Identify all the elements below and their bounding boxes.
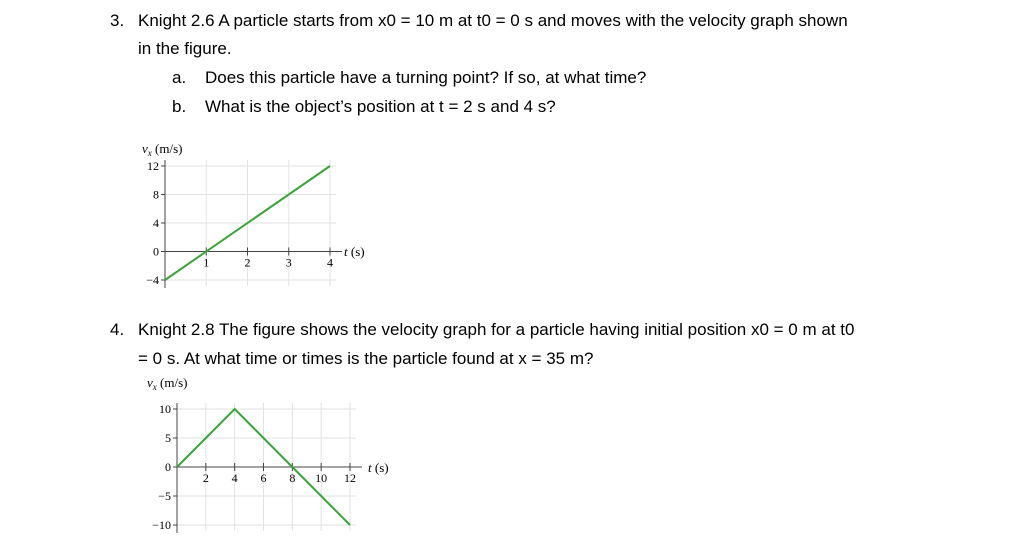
y-axis-label: $v_x$ (m/s) xyxy=(147,375,188,392)
problem-3a-text: Does this particle have a turning point? If so, at what time? xyxy=(205,68,647,87)
x-tick-label: 2 xyxy=(244,255,251,270)
y-tick-label: 5 xyxy=(165,431,171,445)
x-axis-label: t (s) xyxy=(344,244,365,259)
x-tick-label: 4 xyxy=(231,471,238,485)
problem-4-line-2: = 0 s. At what time or times is the particle found at x = 35 m? xyxy=(138,349,594,368)
y-tick-labels xyxy=(152,402,171,532)
y-tick-label: 0 xyxy=(153,244,159,259)
x-tick-label: 2 xyxy=(202,471,209,485)
y-tick-label: 10 xyxy=(159,402,171,416)
y-tick-label: −10 xyxy=(152,518,171,532)
x-axis-label: t (s) xyxy=(368,460,389,475)
y-tick-label: −4 xyxy=(146,273,159,287)
y-tick-label: −5 xyxy=(158,489,171,503)
problem-3a-letter: a. xyxy=(172,68,187,87)
y-axis-label: $v_x$ (m/s) xyxy=(142,141,183,158)
problem-4-number: 4. xyxy=(110,320,125,339)
x-tick-label: 1 xyxy=(203,255,210,270)
x-tick-labels xyxy=(203,471,356,485)
problem-3-number: 3. xyxy=(110,11,125,30)
y-tick-label: 12 xyxy=(147,159,159,173)
y-tick-label: 8 xyxy=(153,187,159,202)
axes xyxy=(173,403,362,533)
x-tick-label: 12 xyxy=(344,471,356,485)
x-tick-label: 10 xyxy=(315,471,328,485)
problem-3b-text: What is the object’s position at t = 2 s and 4 s? xyxy=(205,97,556,116)
x-tick-label: 6 xyxy=(260,471,267,485)
y-tick-label: 0 xyxy=(165,460,171,474)
problem-3-line-2: in the figure. xyxy=(138,39,232,58)
y-tick-label: 4 xyxy=(153,216,159,230)
x-tick-label: 3 xyxy=(285,255,292,270)
problem-3-line-1: Knight 2.6 A particle starts from x0 = 10 m at t0 = 0 s and moves with the velocity graph shown xyxy=(138,11,848,30)
problem-4-line-1: Knight 2.8 The figure shows the velocity graph for a particle having initial position x0 = 0 m at t0 xyxy=(138,320,855,339)
problem-3b-letter: b. xyxy=(172,97,187,116)
x-tick-label: 4 xyxy=(327,255,333,270)
x-tick-label: 8 xyxy=(289,471,296,485)
